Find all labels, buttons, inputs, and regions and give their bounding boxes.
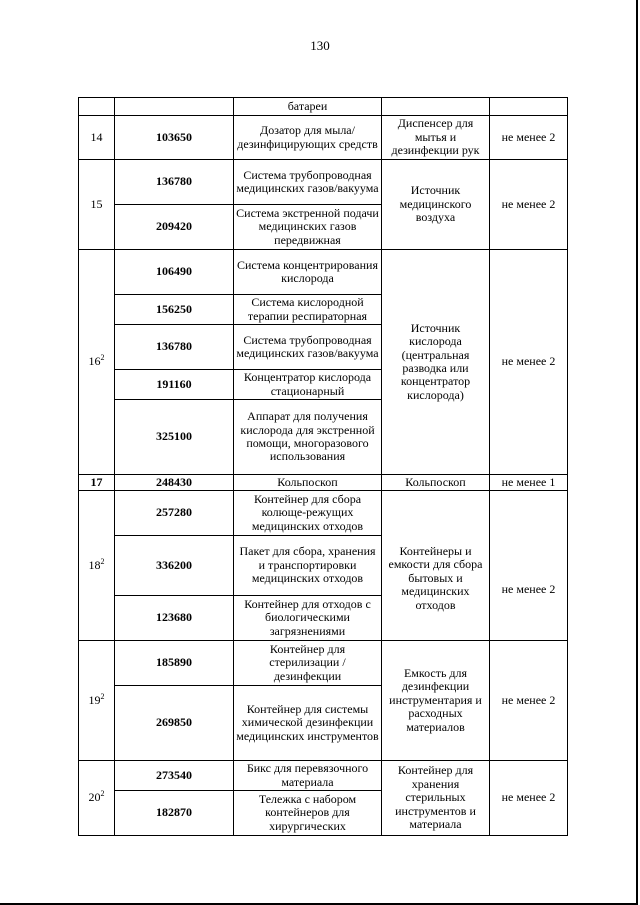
item-name: Контейнер для отходов с биологическими загрязнениями [234,596,382,641]
table-row [79,116,568,160]
item-name: Кольпоскоп [234,475,382,491]
item-name: Система концентрирования кислорода [234,250,382,295]
item-quantity [490,98,568,116]
footnote-mark: 2 [100,691,105,701]
item-code: 191160 [115,370,234,400]
item-code: 136780 [115,160,234,205]
item-code: 182870 [115,791,234,836]
table-row [79,761,568,791]
item-code: 269850 [115,686,234,761]
table-row [79,98,568,116]
row-number: 17 [79,475,115,491]
item-name: Система кислородной терапии респираторная [234,295,382,325]
item-purpose-text: Контейнеры и емкости для сбора бытовых и медицинских отходов [388,543,483,612]
item-code: 248430 [115,475,234,491]
item-code: 123680 [115,596,234,641]
footnote-mark: 2 [100,353,105,363]
item-name: Система трубопроводная медицинских газов/вакуума [234,160,382,205]
item-name: Дозатор для мыла/ дезинфицирующих средств [234,116,382,160]
item-name: Тележка с набором контейнеров для хирургических [234,791,382,836]
item-code: 106490 [115,250,234,295]
item-name: Система трубопроводная медицинских газов/вакуума [234,325,382,370]
item-purpose [382,491,490,641]
row-number [79,641,115,761]
item-code [115,98,234,116]
item-code: 325100 [115,400,234,475]
item-quantity: не менее 2 [490,641,568,761]
table-row [79,641,568,686]
item-name: Система экстренной подачи медицинских газов передвижная [234,205,382,250]
row-number-main: 20 [88,790,101,805]
item-quantity: не менее 1 [490,475,568,491]
item-name: батареи [234,98,382,116]
item-quantity: не менее 2 [490,761,568,836]
row-number: 14 [79,116,115,160]
item-name: Контейнер для сбора колюще-режущих медицинских отходов [234,491,382,536]
item-purpose: Кольпоскоп [382,475,490,491]
footnote-mark: 2 [100,556,105,566]
item-code: 209420 [115,205,234,250]
item-name: Контейнер для стерилизации /дезинфекции [234,641,382,686]
item-name: Аппарат для получения кислорода для экстренной помощи, многоразового использования [234,400,382,475]
item-purpose: Емкость для дезинфекции инструментария и расходных материалов [382,641,490,761]
item-code: 336200 [115,536,234,596]
item-quantity: не менее 2 [490,160,568,250]
item-code: 273540 [115,761,234,791]
row-number: 15 [79,160,115,250]
page-number: 130 [310,38,330,53]
table-row [79,491,568,536]
item-quantity [490,491,568,641]
item-purpose: Источник медицинского воздуха [382,160,490,250]
item-quantity: не менее 2 [490,116,568,160]
row-number-main: 16 [88,354,101,369]
row-number [79,491,115,641]
item-purpose [382,98,490,116]
item-code: 257280 [115,491,234,536]
footnote-mark: 2 [100,789,105,799]
row-number [79,250,115,475]
item-quantity-text: не менее 2 [501,581,556,596]
row-number-main: 18 [88,557,101,572]
item-code: 185890 [115,641,234,686]
item-purpose: Диспенсер для мытья и дезинфекции рук [382,116,490,160]
row-number-main: 19 [88,692,101,707]
table-row [79,250,568,295]
item-name: Бикс для перевязочного материала [234,761,382,791]
item-name: Контейнер для системы химической дезинфекции медицинских инструментов [234,686,382,761]
item-purpose: Контейнер для хранения стерильных инструментов и материала [382,761,490,836]
row-number [79,761,115,836]
item-quantity: не менее 2 [490,250,568,475]
item-name: Пакет для сбора, хранения и транспортировки медицинских отходов [234,536,382,596]
item-purpose: Источник кислорода (центральная разводка или концентратор кислорода) [382,250,490,475]
item-code: 156250 [115,295,234,325]
item-code: 103650 [115,116,234,160]
equipment-table [78,97,568,836]
item-name: Концентратор кислорода стационарный [234,370,382,400]
table-row [79,160,568,205]
table-row [79,475,568,491]
item-code: 136780 [115,325,234,370]
row-number [79,98,115,116]
